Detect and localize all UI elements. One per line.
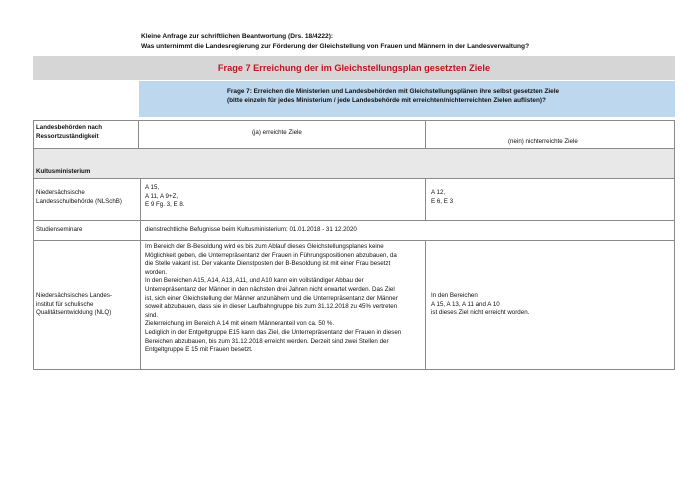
column-header-behoerden-line-2: Ressortzuständigkeit — [36, 132, 99, 140]
document-heading — [141, 32, 529, 52]
row-nlq-name-line-3: Qualitätsentwicklung (NLQ) — [36, 309, 112, 317]
row-nlschb-nichterreicht — [431, 189, 453, 206]
question-band — [139, 81, 675, 117]
question-line-1: Frage 7: Erreichen die Ministerien und Landesbehörden mit Gleichstellungsplänen ihre selbst gesetzten Ziele — [227, 88, 560, 95]
question-line-2: (bitte einzeln für jedes Ministerium / jede Landesbehörde mit erreichten/nichterreichten Zielen auflisten)? — [227, 97, 546, 104]
row-nlq-name-line-2: institut für schulische — [36, 300, 94, 308]
body-divider-2 — [425, 178, 426, 220]
row-nlq-erreicht-line: ist, sich einer Gleichstellung der Männer anzunähern und die Unterrepräsentanz der Männer — [145, 294, 398, 302]
column-header-behoerden-line-1: Landesbehörden nach — [36, 124, 103, 131]
column-header-erreicht: (ja) erreichte Ziele — [252, 129, 302, 136]
body-divider-1 — [140, 178, 141, 370]
row-nlschb-name-line-2: Landesschulbehörde (NLSchB) — [36, 197, 122, 205]
row-line-2 — [33, 240, 675, 241]
row-nlq-nichterreicht-line-1: In den Bereichen — [431, 292, 478, 299]
section-row — [34, 149, 674, 178]
row-nlq-erreicht-line: Möglichkeit geben, die Unterrepräsentanz der Frauen in Führungspositionen abzubauen, da — [145, 251, 397, 259]
row-nlq-erreicht-line: Bereichen abzubauen, bis zum 31.12.2018 erreicht werden. Derzeit sind zwei Stellen der — [145, 337, 389, 345]
row-nlschb-erreicht-line-3: E 9 Fg. 3, E 8. — [145, 201, 185, 209]
row-nlq-name-line-1: Niedersächsisches Landes- — [36, 292, 113, 299]
column-header-behoerden — [36, 124, 102, 141]
row-nlq-nichterreicht-line-3: ist dieses Ziel nicht erreicht worden. — [431, 309, 530, 317]
row-line-1 — [33, 220, 675, 221]
row-studienseminare-text: dienstrechtliche Befugnisse beim Kultusministerium: 01.01.2018 - 31 12.2020 — [145, 226, 357, 233]
header-divider-1 — [138, 120, 139, 148]
heading-line-1: Kleine Anfrage zur schriftlichen Beantwortung (Drs. 18/4222): — [141, 33, 334, 40]
section-label: Kultusministerium — [36, 168, 91, 175]
row-nlq-erreicht-line: Lediglich in der Entgeltgruppe E15 kann das Ziel, die Unterrepräsentanz der Frauen in diesen — [145, 328, 402, 336]
row-nlschb-erreicht-line-1: A 15, — [145, 184, 160, 191]
row-nlq-erreicht — [145, 243, 423, 355]
frage-title: Frage 7 Erreichung der im Gleichstellungsplan gesetzten Ziele — [217, 63, 491, 73]
row-nlq-erreicht-line: die Stelle vakant ist. Der vakante Dienstposten der B-Besoldung ist mit einer Frau besetzt — [145, 260, 391, 268]
row-nlq-erreicht-line: Zielerreichung im Bereich A 14 mit einem Männeranteil von ca. 50 %. — [145, 320, 335, 328]
row-nlschb-nichterreicht-line-1: A 12, — [431, 189, 446, 196]
row-studienseminare-name: Studienseminare — [36, 226, 83, 233]
row-nlq-erreicht-line: Im Bereich der B-Besoldung wird es bis zum Ablauf dieses Gleichstellungsplanes keine — [145, 243, 384, 250]
row-nlq-nichterreicht — [431, 292, 529, 318]
row-nlschb-erreicht — [145, 184, 185, 210]
body-divider-3 — [425, 240, 426, 370]
row-nlq-erreicht-line: worden. — [145, 268, 168, 276]
row-nlschb-name-line-1: Niedersächsische — [36, 189, 85, 196]
row-nlq-erreicht-line: Entgeltgruppe E 15 mit Frauen besetzt. — [145, 346, 253, 354]
row-nlq-erreicht-line: Unterrepräsentanz der Männer in den nächsten drei Jahren nicht erwartet werden. Das Ziel — [145, 285, 395, 293]
row-nlq-erreicht-line: soweit abzubauen, dass sie in dieser Laufbahngruppe bis zum 31.12.2018 zu 45% vertreten — [145, 303, 398, 311]
column-header-nichterreicht: (nein) nichterreichte Ziele — [508, 138, 578, 145]
row-nlq-erreicht-line: In den Bereichen A15, A14, A13, A11, und A10 kann ein vollständiger Abbau der — [145, 277, 364, 285]
row-nlschb-name — [36, 189, 122, 206]
row-nlq-nichterreicht-line-2: A 15, A 13, A 11 and A 10 — [431, 300, 500, 308]
header-divider-2 — [425, 120, 426, 148]
row-nlq-name — [36, 292, 112, 318]
row-nlschb-nichterreicht-line-2: E 6, E 3 — [431, 197, 454, 205]
heading-line-2: Was unternimmt die Landesregierung zur Förderung der Gleichstellung von Frauen und Männern in der Landesverwaltung? — [141, 43, 530, 50]
row-nlq-erreicht-line: sind. — [145, 311, 159, 319]
row-nlschb-erreicht-line-2: A 11, A 9+Z, — [145, 192, 179, 200]
section-bottom-line — [33, 178, 675, 179]
frage-title-band — [33, 56, 675, 80]
